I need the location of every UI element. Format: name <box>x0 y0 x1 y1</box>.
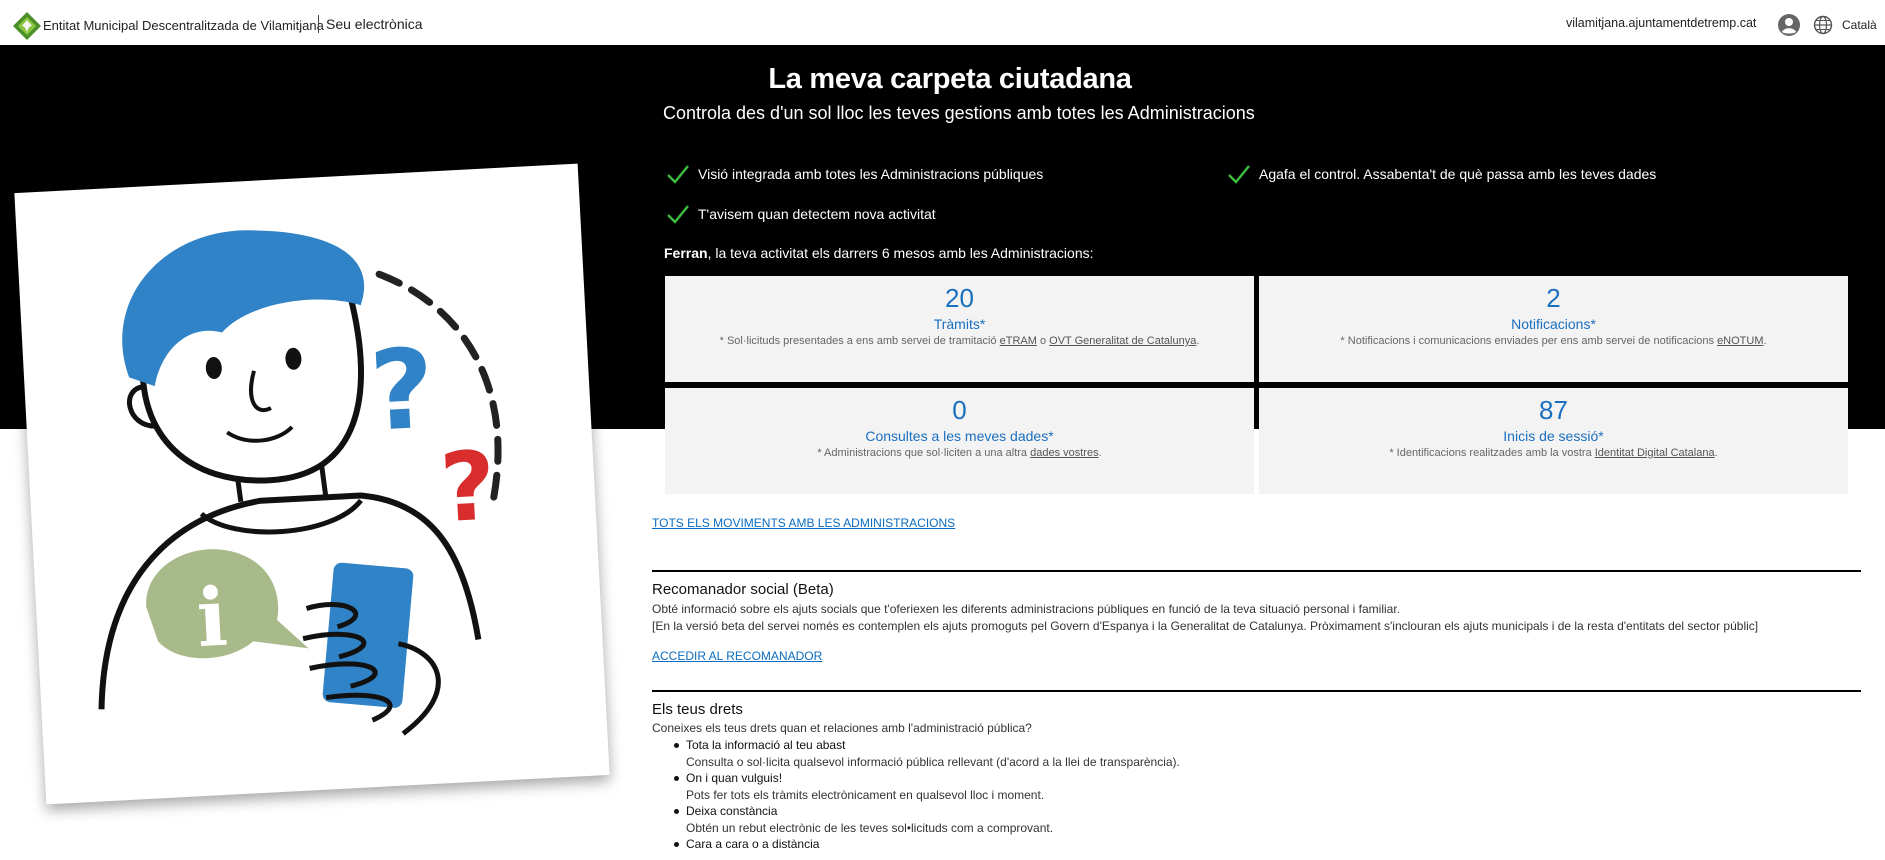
stat-label: Consultes a les meves dades* <box>865 428 1054 444</box>
stat-value: 87 <box>1539 395 1568 425</box>
user-name: Ferran <box>664 245 708 261</box>
checkmark-icon <box>666 203 690 225</box>
bullet-icon <box>674 743 679 748</box>
svg-text:?: ? <box>437 431 499 545</box>
user-account-icon[interactable] <box>1777 13 1801 37</box>
right-title: Tota la informació al teu abast <box>686 738 846 752</box>
bullet-icon <box>674 776 679 781</box>
checkmark-icon <box>666 163 690 185</box>
feature-text: Agafa el control. Assabenta't de què passa amb les teves dades <box>1259 166 1657 182</box>
entity-logo-icon[interactable] <box>12 11 42 41</box>
etram-link[interactable]: eTRAM <box>999 335 1037 347</box>
stat-label: Notificacions* <box>1511 316 1596 332</box>
section-divider <box>652 570 1861 572</box>
stat-value: 2 <box>1546 283 1561 313</box>
header-separator <box>318 15 319 33</box>
stat-description: * Notificacions i comunicacions enviades per ens amb servei de notificacions eNOTUM. <box>1340 335 1767 347</box>
rights-title: Els teus drets <box>652 701 743 718</box>
stat-label: Inicis de sessió* <box>1503 428 1604 444</box>
bullet-icon <box>674 809 679 814</box>
person-with-phone-icon <box>14 164 609 805</box>
site-domain[interactable]: vilamitjana.ajuntamentdetremp.cat <box>1566 16 1757 30</box>
bullet-icon <box>674 842 679 847</box>
entity-name[interactable]: Entitat Municipal Descentralitzada de Vilamitjana <box>43 18 324 33</box>
page-title: La meva carpeta ciutadana <box>768 63 1132 95</box>
rights-list <box>686 737 1180 853</box>
stat-label: Tràmits* <box>933 316 986 332</box>
recommender-description: Obté informació sobre els ajuts socials que t'oferiexen les diferents administracions públiques en funció de la teva situació personal i familiar. <box>652 602 1401 616</box>
list-item <box>686 770 1180 803</box>
globe-icon[interactable] <box>1813 15 1833 35</box>
right-description: Obtén un rebut electrònic de les teves sol•licituds com a comprovant. <box>686 820 1054 835</box>
right-description: Consulta o sol·licita qualsevol informació pública rellevant (d'acord a la llei de transparència). <box>686 754 1180 769</box>
feature-text: T'avisem quan detectem nova activitat <box>698 206 936 222</box>
stat-card-inicis-sessio[interactable] <box>1259 388 1848 494</box>
feature-item <box>1227 163 1656 185</box>
language-selector[interactable]: Català <box>1842 18 1877 32</box>
svg-text:i: i <box>194 569 230 666</box>
stat-value: 20 <box>945 283 974 313</box>
idcat-link[interactable]: Identitat Digital Catalana <box>1594 447 1715 459</box>
stat-description: * Administracions que sol·liciten a una altra dades vostres. <box>817 447 1102 459</box>
stat-card-notificacions[interactable] <box>1259 276 1848 382</box>
stat-description: * Sol·licituds presentades a ens amb servei de tramitació eTRAM o OVT Generalitat de Catalunya. <box>719 335 1200 347</box>
recommender-title: Recomanador social (Beta) <box>652 581 834 598</box>
svg-text:?: ? <box>366 324 438 456</box>
stat-card-consultes[interactable] <box>665 388 1254 494</box>
rights-intro: Coneixes els teus drets quan et relaciones amb l'administració pública? <box>652 721 1032 735</box>
right-description: Pots fer tots els tràmits electrònicament en qualsevol lloc i moment. <box>686 787 1045 802</box>
checkmark-icon <box>1227 163 1251 185</box>
feature-text: Visió integrada amb totes les Administracions públiques <box>698 166 1044 182</box>
right-title: Cara a cara o a distància <box>686 837 820 851</box>
right-title: On i quan vulguis! <box>686 771 783 785</box>
feature-item <box>666 203 936 225</box>
top-header <box>0 0 1885 45</box>
stat-description: * Identificacions realitzades amb la vostra Identitat Digital Catalana. <box>1389 447 1718 459</box>
section-divider <box>652 690 1861 692</box>
dades-vostres-link[interactable]: dades vostres <box>1030 447 1099 459</box>
activity-summary <box>664 245 1094 261</box>
page-subtitle: Controla des d'un sol lloc les teves gestions amb totes les Administracions <box>663 103 1255 123</box>
right-title: Deixa constància <box>686 804 778 818</box>
citizen-illustration <box>14 164 609 805</box>
activity-text: , la teva activitat els darrers 6 mesos amb les Administracions: <box>707 245 1094 261</box>
feature-item <box>666 163 1043 185</box>
stat-card-tramits[interactable] <box>665 276 1254 382</box>
list-item <box>686 836 1180 853</box>
stat-value: 0 <box>952 395 967 425</box>
all-movements-link[interactable]: TOTS ELS MOVIMENTS AMB LES ADMINISTRACIONS <box>652 516 956 530</box>
enotum-link[interactable]: eNOTUM <box>1717 335 1764 347</box>
recommender-link[interactable]: ACCEDIR AL RECOMANADOR <box>652 649 823 663</box>
portal-name[interactable]: Seu electrònica <box>326 16 423 32</box>
list-item <box>686 803 1180 836</box>
recommender-beta-note: [En la versió beta del servei només es contemplen els ajuts promoguts pel Govern d'Espanya i la Generalitat de Catalunya. Pròximament s'inclouran els ajuts municipals i de la resta d'entitats del sector públic] <box>652 619 1759 633</box>
ovt-link[interactable]: OVT Generalitat de Catalunya <box>1049 335 1197 347</box>
list-item <box>686 737 1180 770</box>
